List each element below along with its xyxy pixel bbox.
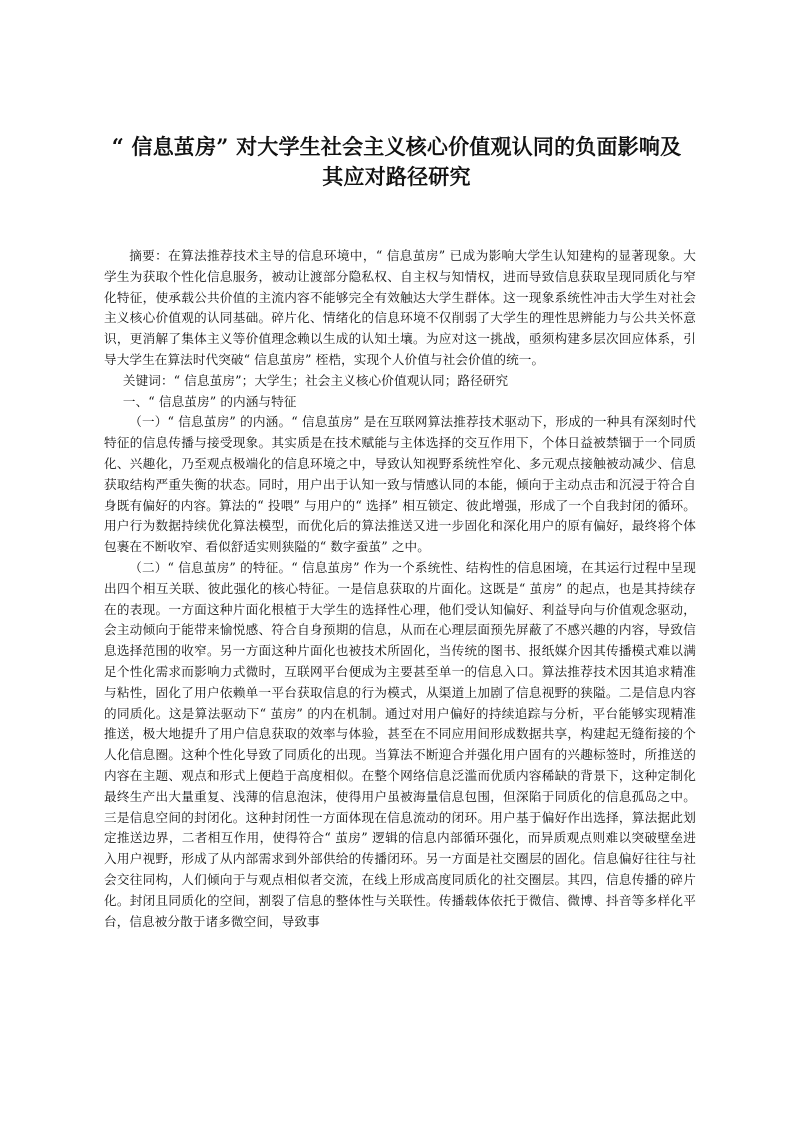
paper-body <box>104 246 696 932</box>
body-paragraph: （一）“ 信息茧房” 的内涵。“ 信息茧房” 是在互联网算法推荐技术驱动下，形成的一种具有深刻时代特征的信息传播与接受现象。其实质是在技术赋能与主体选择的交互作用下，个体日益被禁锢于一个同质化、兴趣化，乃至观点极端化的信息环境之中，导致认知视野系统性窄化、多元观点接触被动减少、信息获取结构严重失衡的状态。同时，用户出于认知一致与情感认同的本能，倾向于主动点击和沉浸于符合自身既有偏好的内容。算法的“ 投喂” 与用户的“ 选择” 相互锁定、彼此增强，形成了一个自我封闭的循环。用户行为数据持续优化算法模型，而优化后的算法推送又进一步固化和深化用户的原有偏好，最终将个体包裹在不断收窄、看似舒适实则狭隘的“ 数字蚕茧” 之中。 <box>104 414 696 555</box>
title-line-1: “ 信息茧房” 对大学生社会主义核心价值观认同的负面影响及 <box>111 134 682 159</box>
keywords-line: 关键词：“ 信息茧房”；大学生；社会主义核心价值观认同；路径研究 <box>122 372 509 388</box>
section-heading: 一、“ 信息茧房” 的内涵与特征 <box>122 393 297 409</box>
abstract-paragraph: 摘要：在算法推荐技术主导的信息环境中，“ 信息茧房” 已成为影响大学生认知建构的显著现象。大学生为获取个性化信息服务，被动让渡部分隐私权、自主权与知情权，进而导致信息获取呈现同质化与窄化特征，使承载公共价值的主流内容不能够完全有效触达大学生群体。这一现象系统性冲击大学生对社会主义核心价值观的认同基础。碎片化、情绪化的信息环境不仅削弱了大学生的理性思辨能力与公共关怀意识，更消解了集体主义等价值理念赖以生成的认知土壤。为应对这一挑战，亟须构建多层次回应体系，引导大学生在算法时代突破“ 信息茧房” 桎梏，实现个人价值与社会价值的统一。 <box>104 248 696 367</box>
body-paragraph: （二）“ 信息茧房” 的特征。“ 信息茧房” 作为一个系统性、结构性的信息困境，在其运行过程中呈现出四个相互关联、彼此强化的核心特征。一是信息获取的片面化。这既是“ 茧房” 的起点，也是其持续存在的表现。一方面这种片面化根植于大学生的选择性心理，他们受认知偏好、利益导向与价值观念驱动，会主动倾向于能带来愉悦感、符合自身预期的信息，从而在心理层面预先屏蔽了不感兴趣的内容，导致信息选择范围的收窄。另一方面这种片面化也被技术所固化，当传统的图书、报纸媒介因其传播模式难以满足个性化需求而影响力式微时，互联网平台便成为主要甚至单一的信息入口。算法推荐技术因其追求精准与粘性，固化了用户依赖单一平台获取信息的行为模式，从渠道上加剧了信息视野的狭隘。二是信息内容的同质化。这是算法驱动下“ 茧房” 的内在机制。通过对用户偏好的持续追踪与分析，平台能够实现精准推送，极大地提升了用户信息获取的效率与体验，甚至在不同应用间形成数据共享，构建起无缝衔接的个人化信息圈。这种个性化导致了同质化的出现。当算法不断迎合并强化用户固有的兴趣标签时，所推送的内容在主题、观点和形式上便趋于高度相似。在整个网络信息泛滥而优质内容稀缺的背景下，这种定制化最终生产出大量重复、浅薄的信息泡沫，使得用户虽被海量信息包围，但深陷于同质化的信息孤岛之中。三是信息空间的封闭化。这种封闭性一方面体现在信息流动的闭环。用户基于偏好作出选择，算法据此划定推送边界，二者相互作用，使得符合“ 茧房” 逻辑的信息内部循环强化，而异质观点则难以突破壁垒进入用户视野，形成了从内部需求到外部供给的传播闭环。另一方面是社交圈层的固化。信息偏好往往与社会交往同构，人们倾向于与观点相似者交流，在线上形成高度同质化的社交圈层。其四，信息传播的碎片化。封闭且同质化的空间，割裂了信息的整体性与关联性。传播载体依托于微信、微博、抖音等多样化平台，信息被分散于诸多微空间，导致事 <box>104 559 696 929</box>
paper-title <box>80 132 713 192</box>
title-line-2: 其应对路径研究 <box>322 164 471 189</box>
